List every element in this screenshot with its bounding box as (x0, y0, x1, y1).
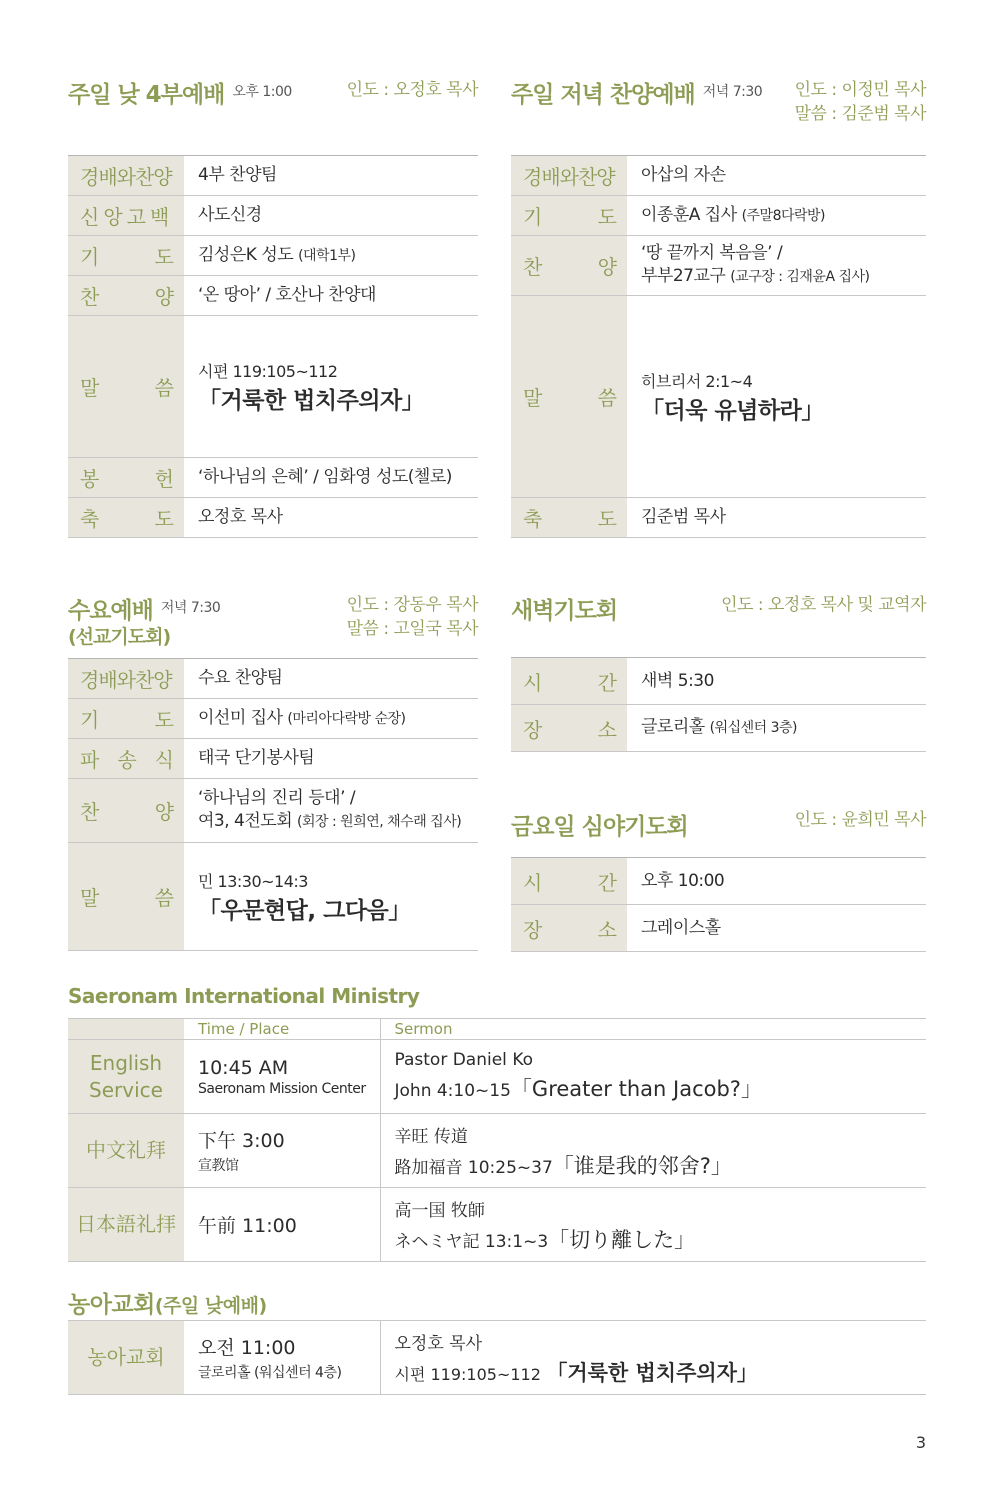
friday-table (511, 857, 926, 952)
row-value: ‘하나님의 진리 등대’ / 여3, 4전도회 (회장 : 원희연, 채수래 집사) (184, 779, 478, 843)
table-row (68, 1114, 926, 1188)
table-row (68, 1040, 926, 1114)
wednesday-subtitle: (선교기도회) (68, 626, 171, 648)
row-label: 신앙고백 (68, 196, 184, 236)
sermon-cell (184, 843, 478, 951)
col-sermon: Sermon (380, 1019, 926, 1040)
sermon-title: 「더욱 유념하라」 (641, 398, 824, 424)
row-label: 경배와찬양 (68, 156, 184, 196)
table-row (68, 659, 478, 699)
row-value: 오후 10:00 (627, 858, 926, 905)
sermon-info: 辛旺 传道 路加福音 10:25~37「谁是我的邻舍?」 (380, 1114, 926, 1188)
row-value: 이선미 집사 (마리아다락방 순장) (184, 699, 478, 739)
deaf-table (68, 1320, 926, 1395)
row-label: 축 도 (511, 498, 627, 538)
row-label: 축 도 (68, 498, 184, 538)
row-label: 파 송 식 (68, 739, 184, 779)
table-row (68, 739, 478, 779)
sunday4-table (68, 155, 478, 538)
table-row (68, 699, 478, 739)
row-value: 그레이스홀 (627, 905, 926, 952)
sermon-info: 오정호 목사 시편 119:105~112 「거룩한 법치주의자」 (380, 1321, 926, 1395)
row-value: ‘온 땅아’ / 호산나 찬양대 (184, 276, 478, 316)
row-value: 사도신경 (184, 196, 478, 236)
table-row (68, 276, 478, 316)
sermon-cell (627, 296, 926, 498)
row-value: ‘하나님의 은혜’ / 임화영 성도(첼로) (184, 458, 478, 498)
row-value: 오정호 목사 (184, 498, 478, 538)
row-label: 시 간 (511, 658, 627, 705)
row-value: 김성은K 성도 (대학1부) (184, 236, 478, 276)
scripture-ref: 히브리서 2:1~4 (641, 372, 753, 391)
international-table (68, 1018, 926, 1262)
page-number: 3 (915, 1433, 926, 1452)
table-row (68, 498, 478, 538)
row-value: 수요 찬양팀 (184, 659, 478, 699)
wednesday-title: 수요예배 $^{저녁 7:30}$ (68, 598, 221, 624)
row-label: 기 도 (511, 196, 627, 236)
deaf-heading: 농아교회(주일 낮예배) (68, 1292, 267, 1318)
table-row (68, 779, 478, 843)
sunday4-leader: 인도 : 오정호 목사 (346, 80, 478, 100)
dawn-table (511, 657, 926, 752)
row-value: 김준범 목사 (627, 498, 926, 538)
row-label: 경배와찬양 (68, 659, 184, 699)
table-row (68, 236, 478, 276)
service-label: 中文礼拜 (68, 1114, 184, 1188)
table-row (511, 858, 926, 905)
sermon-title: 「거룩한 법치주의자」 (198, 388, 425, 414)
row-label: 말 씀 (68, 843, 184, 951)
sundayeve-leader: 인도 : 이정민 목사 말씀 : 김준범 목사 (794, 80, 926, 124)
time-place: 下午 3:00 宣教馆 (184, 1114, 380, 1188)
wednesday-time: 저녁 7:30 (160, 600, 221, 616)
wednesday-table (68, 658, 478, 951)
time-place: 10:45 AM Saeronam Mission Center (184, 1040, 380, 1114)
sermon-info: 高一国 牧師 ネヘミヤ記 13:1~3「切り離した」 (380, 1188, 926, 1262)
row-label: 말 씀 (511, 296, 627, 498)
sundayeve-time: 저녁 7:30 (702, 84, 763, 100)
table-row (511, 498, 926, 538)
sunday4-time: 오후 1:00 (232, 84, 292, 100)
row-label: 장 소 (511, 905, 627, 952)
sermon-info: Pastor Daniel Ko John 4:10~15「Greater than Jacob?」 (380, 1040, 926, 1114)
row-value: 아삽의 자손 (627, 156, 926, 196)
row-value: 글로리홀 (워십센터 3층) (627, 705, 926, 752)
table-row (511, 196, 926, 236)
row-value: 새벽 5:30 (627, 658, 926, 705)
dawn-title: 새벽기도회 (511, 598, 618, 624)
table-row (511, 705, 926, 752)
row-label: 기 도 (68, 236, 184, 276)
service-label: English Service (68, 1040, 184, 1114)
sundayeve-table (511, 155, 926, 538)
wednesday-leader: 인도 : 장동우 목사 말씀 : 고일국 목사 (346, 595, 478, 639)
sermon-title: 「우문현답, 그다음」 (198, 898, 411, 924)
row-label: 시 간 (511, 858, 627, 905)
table-row (511, 236, 926, 296)
sermon-cell (184, 316, 478, 458)
international-heading: Saeronam International Ministry (68, 984, 420, 1008)
sundayeve-title: 주일 저녁 찬양예배 $^{저녁 7:30}$ (511, 82, 763, 108)
friday-title: 금요일 심야기도회 (511, 814, 688, 840)
row-label: 경배와찬양 (511, 156, 627, 196)
table-row (68, 458, 478, 498)
row-label: 찬 양 (68, 276, 184, 316)
table-row (68, 156, 478, 196)
table-row (68, 316, 478, 458)
row-label: 봉 헌 (68, 458, 184, 498)
table-row (511, 658, 926, 705)
friday-leader: 인도 : 윤희민 목사 (794, 810, 926, 830)
row-value: 4부 찬양팀 (184, 156, 478, 196)
scripture-ref: 시편 119:105~112 (198, 362, 338, 381)
dawn-leader: 인도 : 오정호 목사 및 교역자 (721, 595, 926, 615)
row-label: 찬 양 (68, 779, 184, 843)
table-row (511, 905, 926, 952)
col-time-place: Time / Place (184, 1019, 380, 1040)
time-place: 오전 11:00 글로리홀 (워십센터 4층) (184, 1321, 380, 1395)
row-label: 찬 양 (511, 236, 627, 296)
table-row (68, 1321, 926, 1395)
service-label: 농아교회 (68, 1321, 184, 1395)
scripture-ref: 민 13:30~14:3 (198, 872, 308, 891)
service-label: 日本語礼拝 (68, 1188, 184, 1262)
row-value: ‘땅 끝까지 복음을’ / 부부27교구 (교구장 : 김재윤A 집사) (627, 236, 926, 296)
row-value: 태국 단기봉사팀 (184, 739, 478, 779)
row-label: 말 씀 (68, 316, 184, 458)
table-row (68, 196, 478, 236)
row-value: 이종훈A 집사 (주말8다락방) (627, 196, 926, 236)
row-label: 장 소 (511, 705, 627, 752)
row-label: 기 도 (68, 699, 184, 739)
table-row (68, 843, 478, 951)
table-row (68, 1188, 926, 1262)
table-header-row (68, 1019, 926, 1040)
table-row (511, 156, 926, 196)
table-row (511, 296, 926, 498)
time-place: 午前 11:00 (184, 1188, 380, 1262)
sunday4-title: 주일 낮 4부예배 $^{오후 1:00}$ (68, 82, 292, 108)
